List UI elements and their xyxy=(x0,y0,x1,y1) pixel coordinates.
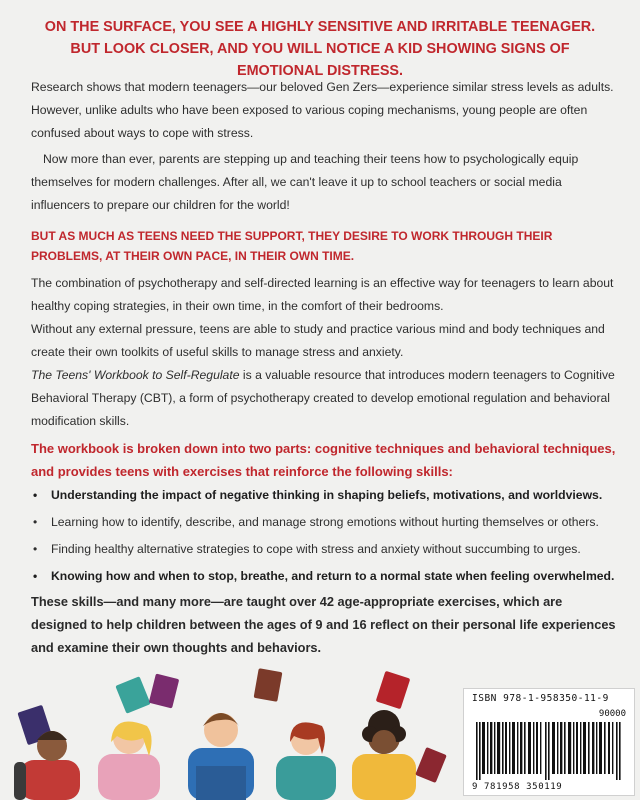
teen-figure xyxy=(352,710,447,800)
skills-intro: The workbook is broken down into two parts: cognitive techniques and behavioral techniques, and provides teens with exercises that reinforce the following skills: xyxy=(31,441,616,479)
paragraph-workbook-rest: is a valuable resource that introduces modern teenagers to Cognitive Behavioral Therapy (CBT), a form of psychotherapy created to develop emotional regulation and behavioral modification skills. xyxy=(31,368,615,428)
isbn-barcode xyxy=(463,688,635,796)
barcode-icon xyxy=(472,722,626,780)
paragraph-research: Research shows that modern teenagers—our beloved Gen Zers—experience similar stress levels as adults. However, unlike adults who have been exposed to various coping mechanisms, young people are often confused about ways to cope with stress. xyxy=(31,80,614,140)
list-item: • Understanding the impact of negative thinking in shaping beliefs, motivations, and worldviews. xyxy=(31,484,621,511)
teens-illustration xyxy=(0,650,470,800)
paragraph-parents: Now more than ever, parents are stepping up and teaching their teens how to psychologically equip themselves for modern challenges. After all, we can't leave it up to school teachers or social media influencers to prepare our children for the world! xyxy=(31,152,579,212)
paragraph-combination: The combination of psychotherapy and self-directed learning is an effective way for teenagers to learn about healthy coping strategies, in their own time, in the comfort of their bedrooms. xyxy=(31,276,614,313)
price-code: 90000 xyxy=(598,709,626,719)
teen-figure xyxy=(276,722,336,800)
subheading-support: BUT AS MUCH AS TEENS NEED THE SUPPORT, THEY DESIRE TO WORK THROUGH THEIR PROBLEMS, AT THEIR OWN PACE, IN THEIR OWN TIME. xyxy=(31,229,553,263)
ean-number: 9 781958 350119 xyxy=(472,782,563,792)
list-item: • Knowing how and when to stop, breathe, and return to a normal state when feeling overwhelmed. xyxy=(31,565,621,592)
book-title: The Teens' Workbook to Self-Regulate xyxy=(31,368,240,382)
list-item: • Finding healthy alternative strategies to cope with stress and anxiety without succumbing to urges. xyxy=(31,538,621,565)
isbn-number: ISBN 978-1-958350-11-9 xyxy=(472,693,609,704)
list-item: • Learning how to identify, describe, and manage strong emotions without hurting themselves or others. xyxy=(31,511,621,538)
paragraph-workbook xyxy=(31,364,621,433)
paragraph-pressure: Without any external pressure, teens are able to study and practice various mind and body techniques and create their own toolkits of useful skills to manage stress and anxiety. xyxy=(31,322,605,359)
teen-figure xyxy=(14,731,80,800)
closing-paragraph: These skills—and many more—are taught over 42 age-appropriate exercises, which are designed to help children between the ages of 9 and 16 reflect on their personal life experiences and examine their own thoughts and behaviors. xyxy=(31,594,616,655)
teen-figure xyxy=(188,713,254,800)
headline: ON THE SURFACE, YOU SEE A HIGHLY SENSITIVE AND IRRITABLE TEENAGER. BUT LOOK CLOSER, AND YOU WILL NOTICE A KID SHOWING SIGNS OF EMOTIONAL DISTRESS. xyxy=(44,19,596,79)
skills-list xyxy=(31,484,621,592)
teen-figure xyxy=(98,722,160,800)
